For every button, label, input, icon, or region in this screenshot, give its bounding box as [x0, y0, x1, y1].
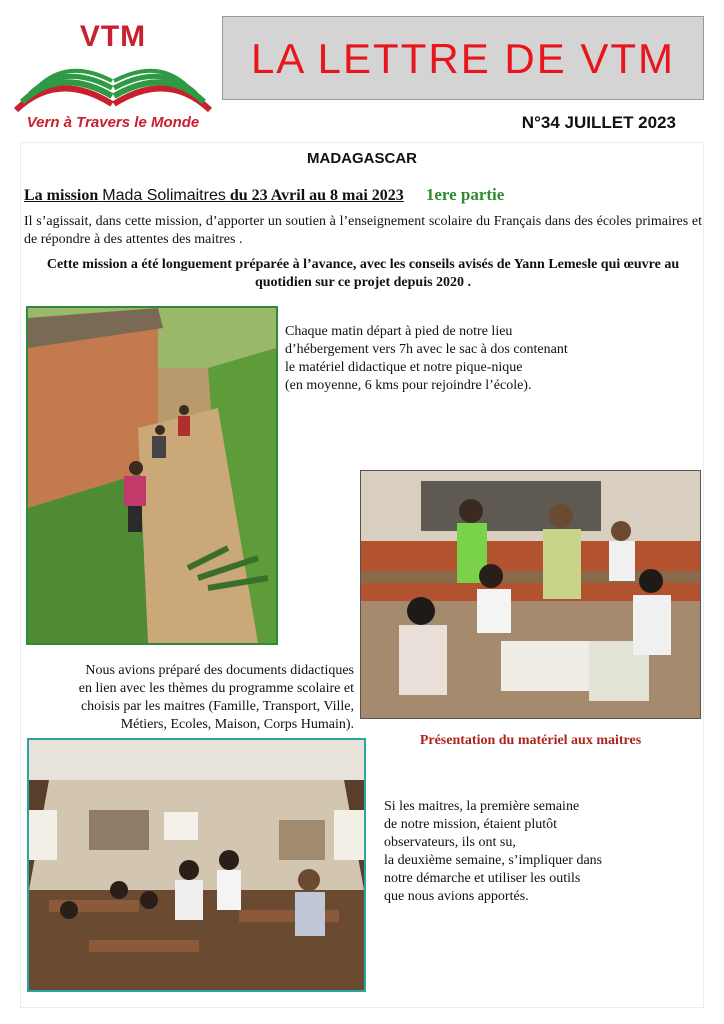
mission-heading	[24, 185, 714, 205]
open-book-icon	[8, 60, 218, 116]
photo-material-presentation	[360, 470, 701, 719]
text-line: Chaque matin départ à pied de notre lieu	[285, 324, 513, 339]
text-line: de notre mission, étaient plutôt	[384, 817, 558, 832]
text-line: choisis par les maitres (Famille, Transport, Ville,	[80, 699, 354, 714]
title-banner	[222, 16, 704, 100]
photo-classroom	[27, 738, 366, 992]
text-line: Si les maitres, la première semaine	[384, 799, 580, 814]
text-line: la deuxième semaine, s’impliquer dans	[384, 853, 603, 868]
text-line: d’hébergement vers 7h avec le sac à dos contenant	[285, 342, 568, 357]
vtm-logo	[8, 18, 218, 140]
intro-paragraph: Il s’agissait, dans cette mission, d’apporter un soutien à l’enseignement scolaire du Français dans des écoles primaires et de répondre à des attentes des maitres .	[24, 214, 702, 247]
mission-prefix: La mission	[24, 187, 103, 204]
photo-walking-path	[26, 306, 278, 645]
text-line: (en moyenne, 6 kms pour rejoindre l’école).	[285, 378, 532, 393]
intro-bold-paragraph: Cette mission a été longuement préparée à l’avance, avec les conseils avisés de Yann Lemesle qui œuvre au quotidien sur ce projet depuis 2020 .	[46, 257, 680, 290]
mission-title	[24, 187, 404, 204]
photo-caption: Présentation du matériel aux maitres	[419, 733, 642, 748]
logo-tagline: Vern à Travers le Monde	[26, 114, 200, 131]
text-line: observateurs, ils ont su,	[384, 835, 516, 850]
mission-name: Mada Solimaitres	[102, 187, 226, 204]
part-label: 1ere partie	[425, 185, 505, 204]
section-country: MADAGASCAR	[307, 150, 417, 167]
text-line: notre démarche et utiliser les outils	[384, 871, 581, 886]
text-line: en lien avec les thèmes du programme scolaire et	[78, 681, 354, 696]
logo-title: VTM	[79, 20, 147, 53]
text-line: le matériel didactique et notre pique-nique	[285, 360, 523, 375]
paragraph-teachers-involvement	[384, 798, 684, 906]
text-line: que nous avions apportés.	[384, 889, 529, 904]
newsletter-title: LA LETTRE DE VTM	[250, 35, 676, 82]
mission-dates: du 23 Avril au 8 mai 2023	[225, 187, 404, 204]
paragraph-didactic-docs	[40, 662, 354, 734]
paragraph-morning-walk	[285, 323, 615, 395]
text-line: Nous avions préparé des documents didactiques	[85, 663, 354, 678]
text-line: Métiers, Ecoles, Maison, Corps Humain).	[120, 717, 354, 732]
issue-number: N°34 JUILLET 2023	[521, 113, 676, 132]
